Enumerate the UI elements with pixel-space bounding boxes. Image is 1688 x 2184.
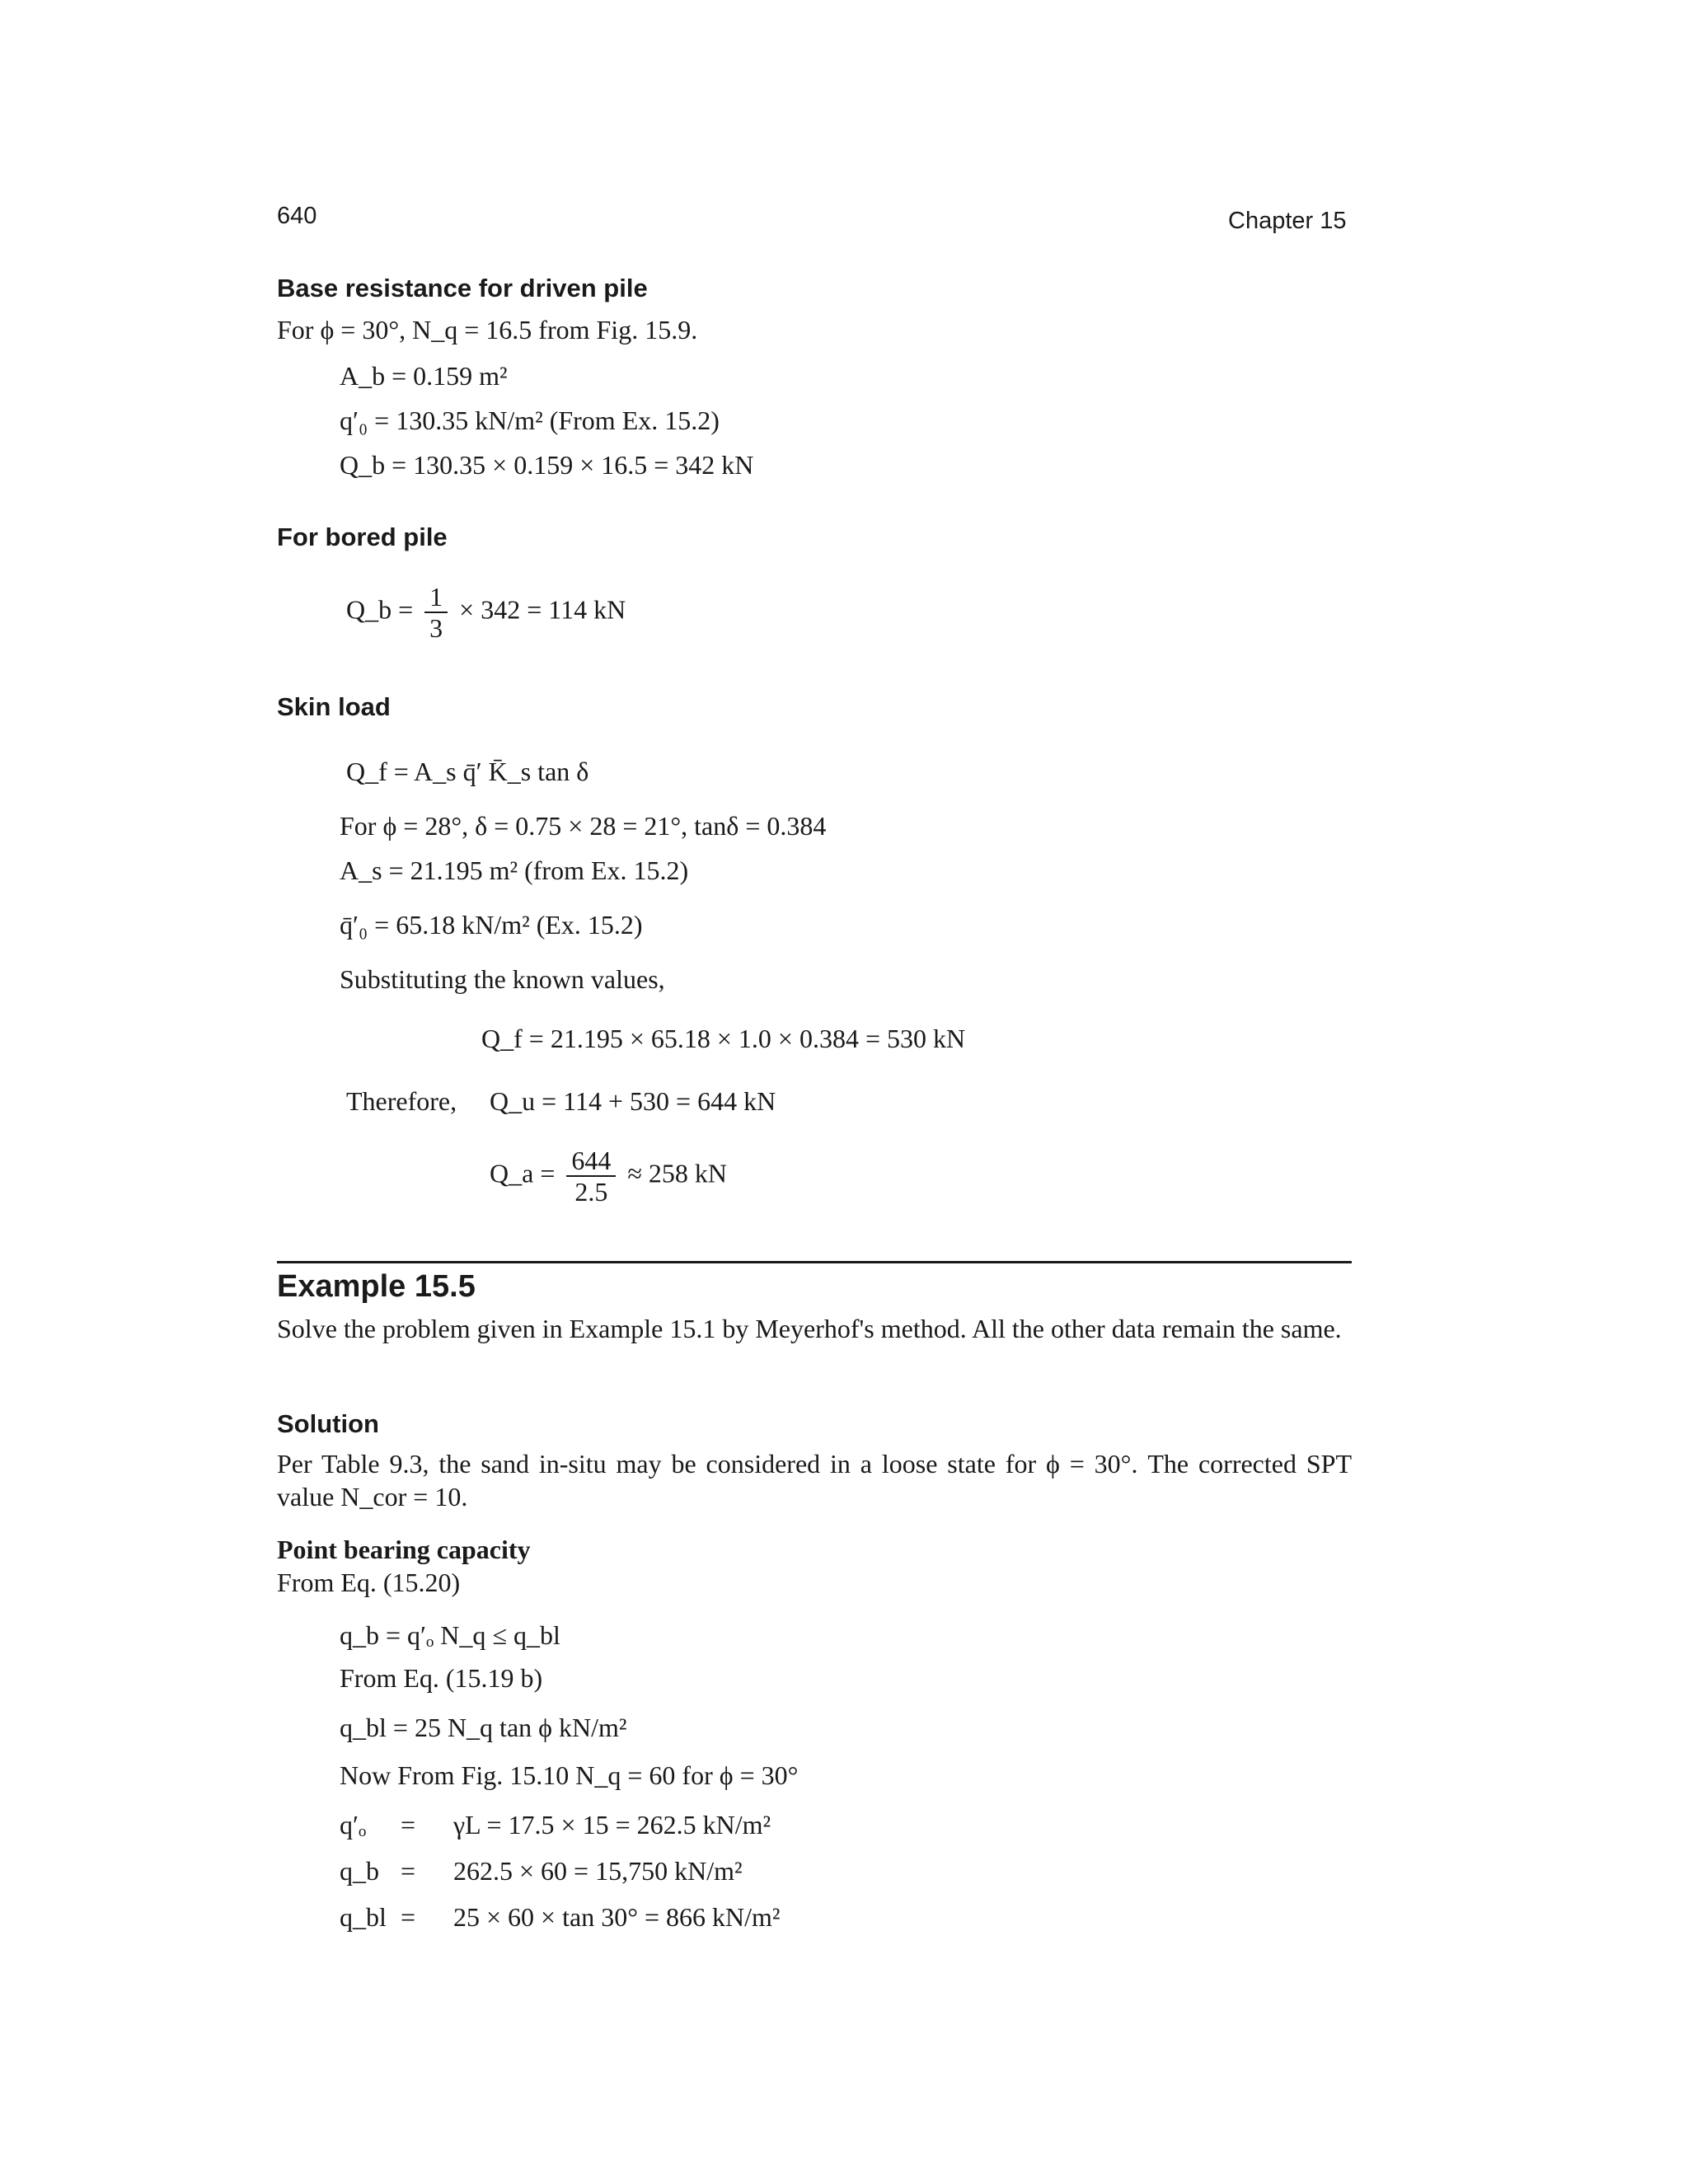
qf-equation: Q_f = 21.195 × 65.18 × 1.0 × 0.384 = 530 kN xyxy=(481,1024,966,1053)
heading-driven-pile: Base resistance for driven pile xyxy=(277,274,648,302)
skin-load-line-3: q̄′₀ = 65.18 kN/m² (Ex. 15.2) xyxy=(340,910,643,940)
result-row-1-rhs: γL = 17.5 × 15 = 262.5 kN/m² xyxy=(453,1810,771,1840)
example-title: Example 15.5 xyxy=(277,1269,476,1304)
result-row-3-eq: = xyxy=(401,1902,416,1932)
bored-pile-equation xyxy=(346,582,626,643)
point-bearing-heading: Point bearing capacity xyxy=(277,1535,531,1564)
skin-load-equation: Q_f = A_s q̄′ K̄_s tan δ xyxy=(346,757,589,786)
bored-frac-den: 3 xyxy=(429,613,443,643)
skin-load-line-4: Substituting the known values, xyxy=(340,964,665,994)
heading-bored-pile: For bored pile xyxy=(277,523,448,551)
bored-frac-num: 1 xyxy=(424,582,448,613)
from-eq-1519b: From Eq. (15.19 b) xyxy=(340,1663,543,1693)
qa-frac-num: 644 xyxy=(566,1146,616,1177)
result-row-1-lhs: q′ₒ xyxy=(340,1810,367,1840)
qu-equation: Q_u = 114 + 530 = 644 kN xyxy=(490,1086,776,1116)
qa-frac-den: 2.5 xyxy=(574,1177,608,1207)
driven-pile-line-1: A_b = 0.159 m² xyxy=(340,361,508,391)
result-row-2-lhs: q_b xyxy=(340,1856,379,1886)
solution-heading: Solution xyxy=(277,1409,379,1438)
therefore-label: Therefore, xyxy=(346,1086,457,1116)
qa-equation xyxy=(490,1146,727,1207)
heading-skin-load: Skin load xyxy=(277,692,391,721)
driven-pile-intro: For ϕ = 30°, N_q = 16.5 from Fig. 15.9. xyxy=(277,315,698,344)
page-number: 640 xyxy=(277,203,317,229)
result-row-3-rhs: 25 × 60 × tan 30° = 866 kN/m² xyxy=(453,1902,781,1932)
example-statement: Solve the problem given in Example 15.1 by Meyerhof's method. All the other data remain the same. xyxy=(277,1314,1342,1343)
result-row-2-rhs: 262.5 × 60 = 15,750 kN/m² xyxy=(453,1856,743,1886)
solution-text: Per Table 9.3, the sand in-situ may be considered in a loose state for ϕ = 30°. The corrected SPT value N_cor = 10. xyxy=(277,1449,1352,1511)
result-row-1-eq: = xyxy=(401,1810,416,1840)
qa-fraction xyxy=(566,1146,616,1207)
bored-eq-lhs: Q_b = xyxy=(346,594,414,625)
now-from-fig: Now From Fig. 15.10 N_q = 60 for ϕ = 30° xyxy=(340,1760,799,1790)
bored-eq-fraction xyxy=(424,582,448,643)
driven-pile-line-2: q′₀ = 130.35 kN/m² (From Ex. 15.2) xyxy=(340,405,720,435)
bored-eq-rhs: × 342 = 114 kN xyxy=(459,594,626,625)
example-divider xyxy=(277,1261,1352,1263)
qbl-equation: q_bl = 25 N_q tan ϕ kN/m² xyxy=(340,1713,627,1742)
qb-equation: q_b = q′ₒ N_q ≤ q_bl xyxy=(340,1620,560,1650)
qa-rhs: ≈ 258 kN xyxy=(627,1158,728,1188)
skin-load-line-2: A_s = 21.195 m² (from Ex. 15.2) xyxy=(340,855,689,885)
chapter-label: Chapter 15 xyxy=(1228,208,1347,234)
result-row-3-lhs: q_bl xyxy=(340,1902,387,1932)
skin-load-line-1: For ϕ = 28°, δ = 0.75 × 28 = 21°, tanδ = 0.384 xyxy=(340,811,827,841)
from-eq-1520: From Eq. (15.20) xyxy=(277,1568,461,1597)
result-row-2-eq: = xyxy=(401,1856,416,1886)
driven-pile-line-3: Q_b = 130.35 × 0.159 × 16.5 = 342 kN xyxy=(340,450,754,480)
qa-lhs: Q_a = xyxy=(490,1158,556,1188)
